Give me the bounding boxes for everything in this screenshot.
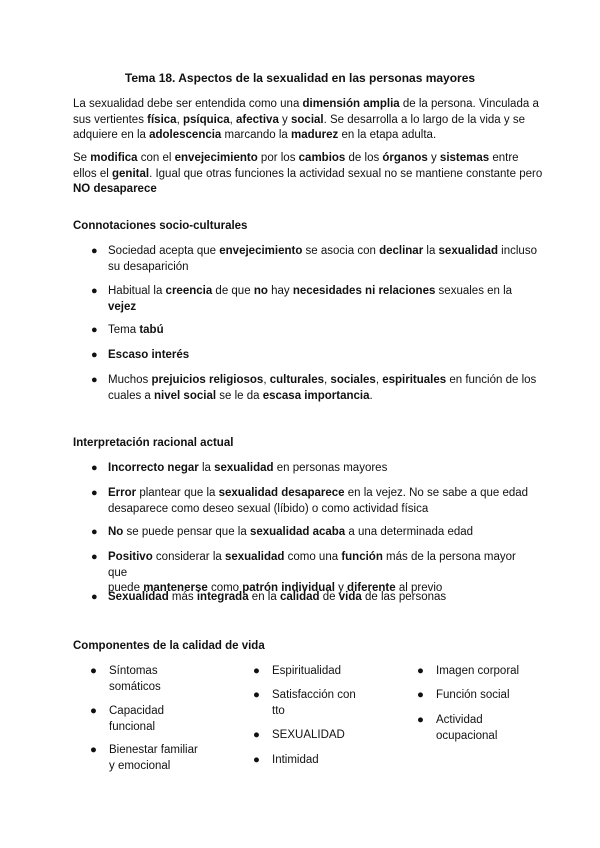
- bullet-icon: ●: [91, 285, 98, 297]
- bullet-icon: ●: [417, 665, 424, 677]
- bullet-icon: ●: [91, 526, 98, 538]
- bullet-icon: ●: [253, 754, 260, 766]
- list-item: ● Error plantear que la sexualidad desaparece en la vejez. No se sabe a que edad desaparece como deseo sexual (líbido) o como actividad física: [91, 487, 529, 515]
- section-heading-interpretacion: Interpretación racional actual: [73, 437, 234, 449]
- bullet-icon: ●: [91, 462, 98, 474]
- bullet-icon: ●: [417, 689, 424, 701]
- bullet-icon: ●: [91, 374, 98, 386]
- bullet-icon: ●: [91, 591, 98, 603]
- bullet-icon: ●: [253, 689, 260, 701]
- list-item: ● Sociedad acepta que envejecimiento se asocia con declinar la sexualidad incluso su desaparición: [91, 245, 537, 273]
- bullet-icon: ●: [90, 705, 97, 717]
- document-page: Tema 18. Aspectos de la sexualidad en las personas mayores La sexualidad debe ser entendida como una dimensión amplia de la persona. Vinculada a sus vertientes física, psíquica, afectiva y social. Se desarrolla a lo largo de la vida y se adquiere en la adolescencia marcando la madurez en la etapa adulta. Se modifica con el envejecimiento por los cambios de los órganos y sistemas entre ellos el genital. Igual que otras funciones la actividad sexual no se mantiene constante pero NO desaparece Connotaciones socio-culturales ● Sociedad acepta que envejecimiento se asocia con declinar la sexualidad incluso su desaparición ● Habitual la creencia de que no hay necesidades ni relaciones sexuales en la vejez ● Tema tabú ● Escaso interés ● Muchos prejuicios religiosos, culturales, sociales, espirituales en función de los cuales a nivel social se le da escasa importancia. Interpretación racional actual ● Incorrecto negar la sexualidad en personas mayores ● Error plantear que la sexualidad desaparece en la vejez. No se sabe a que edad desaparece como deseo sexual (líbido) o como actividad física ● No se puede pensar que la sexualidad acaba a una determinada edad ● Positivo considerar la sexualidad como una función más de la persona mayor que puede mantenerse como patrón individual y diferente al previo ● Sexualidad más integrada en la calidad de vida de las personas Componentes de la calidad de vida ● Síntomas somáticos ● Capacidad funcional ● Bienestar familiar y emocional ● Espiritualidad ● Satisfacción con tto ● SEXUALIDAD ● Intimidad ● Imagen corporal ● Función social ● Actividad ocupacional: [0, 0, 600, 848]
- bullet-icon: ●: [253, 665, 260, 677]
- list-item: ● Escaso interés: [0, 348, 538, 364]
- list-item: ● Tema tabú: [0, 323, 538, 339]
- list-item: ● Incorrecto negar la sexualidad en personas mayores: [0, 461, 538, 477]
- list-item: ● Positivo considerar la sexualidad como una función más de la persona mayor que puede mantenerse como patrón individual y diferente al previo: [91, 551, 516, 594]
- intro1-line-2: sus vertientes física, psíquica, afectiva y social. Se desarrolla a lo largo de la vida y se: [73, 113, 525, 126]
- bullet-icon: ●: [91, 487, 98, 499]
- list-item: ● Habitual la creencia de que no hay necesidades ni relaciones sexuales en la vejez: [91, 285, 513, 313]
- intro2-line-2: ellos el genital. Igual que otras funciones la actividad sexual no se mantiene constante pero: [73, 167, 543, 180]
- intro1-line-3: adquiere en la adolescencia marcando la madurez en la etapa adulta.: [73, 129, 437, 141]
- bullet-icon: ●: [91, 324, 98, 336]
- intro1-line-1: La sexualidad debe ser entendida como una dimensión amplia de la persona. Vinculada a: [73, 98, 539, 110]
- page-title: Tema 18. Aspectos de la sexualidad en las personas mayores: [124, 71, 476, 85]
- bullet-icon: ●: [90, 744, 97, 756]
- bullet-icon: ●: [91, 349, 98, 361]
- intro2-line-3: NO desaparece: [73, 183, 157, 195]
- bullet-icon: ●: [91, 551, 98, 563]
- section-heading-componentes: Componentes de la calidad de vida: [73, 640, 265, 652]
- list-item: ● Sexualidad más integrada en la calidad de vida de las personas: [0, 590, 538, 606]
- bullet-icon: ●: [91, 245, 98, 257]
- bullet-icon: ●: [90, 665, 97, 677]
- list-item: ● No se puede pensar que la sexualidad acaba a una determinada edad: [0, 525, 538, 541]
- intro2-line-1: Se modifica con el envejecimiento por los cambios de los órganos y sistemas entre: [73, 152, 519, 164]
- bullet-icon: ●: [417, 714, 424, 726]
- bullet-icon: ●: [253, 729, 260, 741]
- intro-paragraph-2: [73, 151, 543, 198]
- intro-paragraph-1: [73, 97, 543, 144]
- section-heading-connotaciones: Connotaciones socio-culturales: [73, 220, 248, 232]
- list-item: ● Muchos prejuicios religiosos, culturales, sociales, espirituales en función de los cuales a nivel social se le da escasa importancia.: [91, 374, 537, 402]
